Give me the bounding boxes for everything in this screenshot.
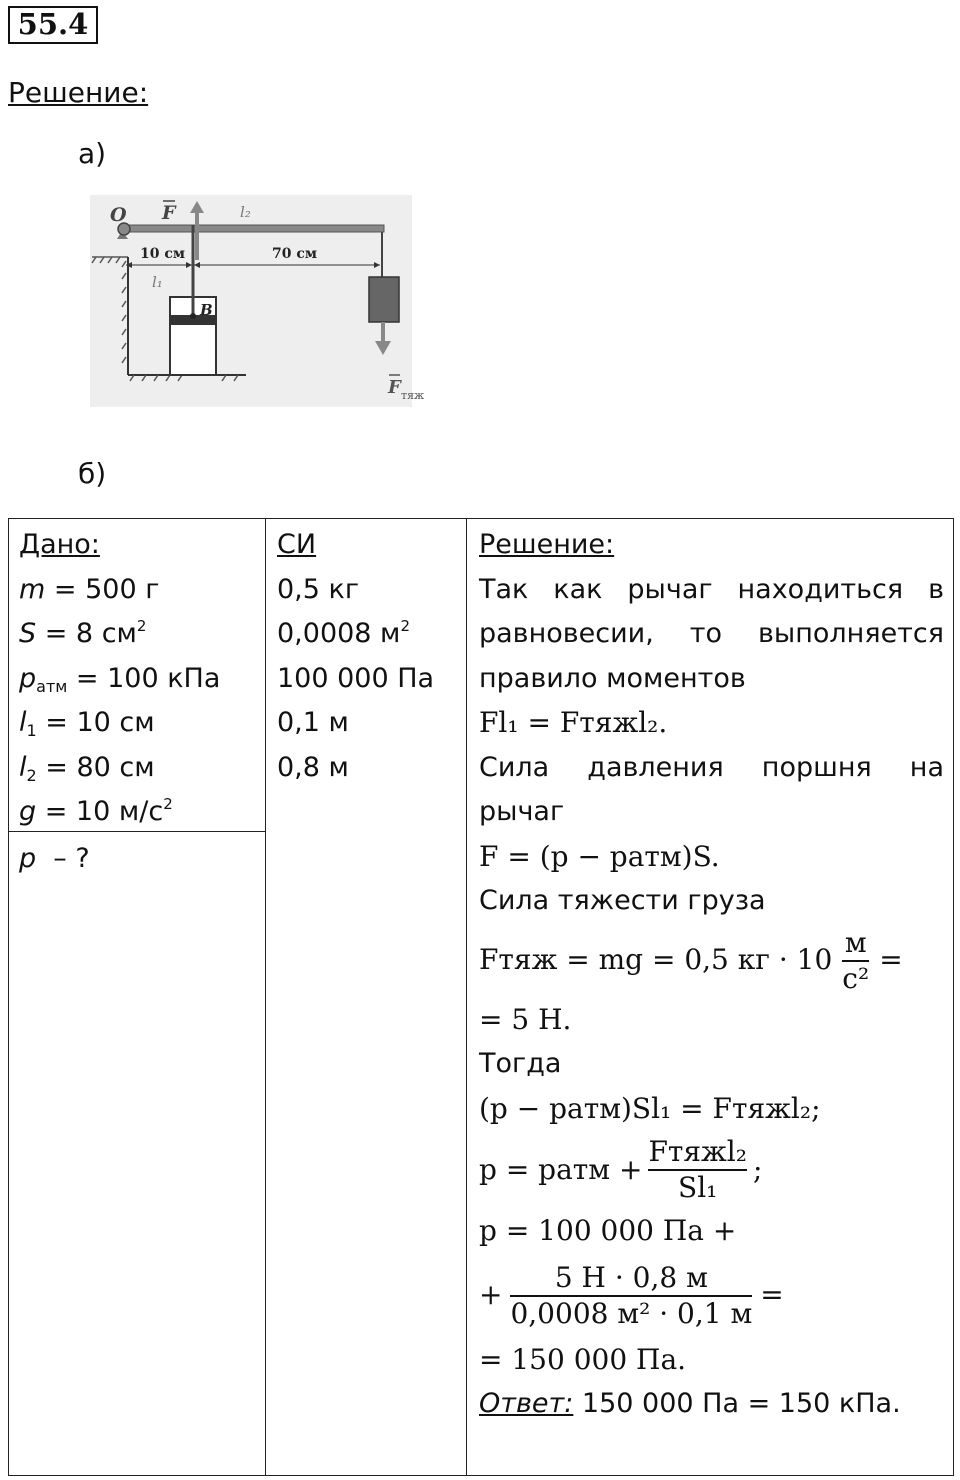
solution-heading-cell: Решение: bbox=[479, 529, 615, 560]
column-divider bbox=[466, 519, 467, 1475]
sym: g bbox=[19, 796, 37, 827]
given-heading: Дано: bbox=[19, 529, 100, 560]
denominator: с² bbox=[842, 961, 870, 995]
sym: m bbox=[19, 573, 46, 605]
label-B: B bbox=[200, 301, 213, 319]
si-value: 100 000 Па bbox=[277, 662, 435, 694]
value: = 100 кПа bbox=[67, 662, 221, 694]
value: = 8 см bbox=[36, 618, 137, 649]
denominator: Sl₁ bbox=[648, 1169, 747, 1205]
equation-p-formula bbox=[479, 1131, 944, 1209]
value-fraction bbox=[510, 1261, 752, 1331]
eq-left: Fтяж = mg = 0,5 кг · 10 bbox=[479, 943, 833, 977]
sym: p bbox=[19, 662, 37, 694]
sub: 1 bbox=[26, 721, 37, 740]
value: = 10 м/с bbox=[36, 796, 164, 827]
text-line: правило моментов bbox=[479, 662, 746, 694]
solution-heading: Решение: bbox=[8, 76, 149, 109]
label-Ftyazh-sub: тяж bbox=[401, 389, 425, 402]
text-line: Сила тяжести груза bbox=[479, 885, 766, 916]
sym: l bbox=[19, 707, 27, 738]
problem-number: 55.4 bbox=[8, 6, 98, 44]
solution-column bbox=[479, 523, 944, 1427]
label-l1: l₁ bbox=[152, 273, 163, 291]
value: = 500 г bbox=[45, 573, 160, 605]
unit-fraction bbox=[842, 926, 869, 996]
lever-figure bbox=[90, 195, 425, 407]
answer-line bbox=[479, 1382, 944, 1427]
value: = 10 см bbox=[36, 707, 155, 738]
equation-p-substitution: p = 100 000 Па + bbox=[479, 1214, 737, 1247]
text-line: Тогда bbox=[479, 1048, 562, 1079]
si-value: 0,5 кг bbox=[277, 573, 360, 605]
text-line: рычаг bbox=[479, 796, 565, 827]
part-a-label: а) bbox=[78, 137, 107, 170]
si-heading: СИ bbox=[277, 529, 317, 560]
si-value: 0,8 м bbox=[277, 751, 349, 783]
lever-bar bbox=[120, 225, 384, 232]
sub: 2 bbox=[26, 765, 37, 785]
equation-p-fraction bbox=[479, 1254, 944, 1338]
formula-fraction bbox=[648, 1135, 747, 1205]
si-value: 0,1 м bbox=[277, 707, 349, 738]
given-column bbox=[19, 523, 259, 835]
sym: p bbox=[19, 843, 37, 874]
numerator: 5 Н · 0,8 м bbox=[554, 1260, 708, 1294]
value: – ? bbox=[36, 843, 90, 874]
label-O: O bbox=[110, 204, 127, 226]
numerator: м bbox=[844, 925, 867, 959]
sym: S bbox=[19, 618, 37, 649]
text-line: Сила давления поршня на bbox=[479, 751, 944, 783]
given-l1 bbox=[19, 701, 259, 746]
answer-value: 150 000 Па = 150 кПа. bbox=[573, 1388, 901, 1419]
text-line: равновесии, то выполняется bbox=[479, 618, 944, 649]
equation-gravity bbox=[479, 924, 944, 998]
equation-result: = 150 000 Па. bbox=[479, 1342, 687, 1376]
given-S bbox=[19, 612, 259, 657]
given-l2 bbox=[19, 746, 259, 791]
part-b-label: б) bbox=[78, 457, 107, 490]
equation-balance: (p − pатм)Sl₁ = Fтяжl₂; bbox=[479, 1091, 821, 1125]
label-l2: l₂ bbox=[240, 203, 251, 221]
si-value-text: 0,0008 м bbox=[277, 618, 401, 649]
given-g bbox=[19, 790, 259, 835]
si-column bbox=[277, 523, 462, 790]
si-value bbox=[277, 612, 462, 657]
eq-left: + bbox=[479, 1278, 503, 1312]
label-10cm: 10 см bbox=[140, 246, 186, 262]
value: = 80 см bbox=[36, 751, 155, 783]
label-F: F bbox=[162, 202, 176, 224]
sup: 2 bbox=[163, 795, 173, 813]
answer-label: Ответ: bbox=[479, 1388, 574, 1419]
column-divider bbox=[265, 519, 266, 1475]
sup: 2 bbox=[136, 617, 147, 635]
find-cell bbox=[19, 837, 259, 882]
eq-left: p = pатм + bbox=[479, 1152, 643, 1186]
point-B bbox=[190, 313, 196, 319]
sub: атм bbox=[36, 676, 68, 696]
equation-gravity-result: = 5 Н. bbox=[479, 1002, 572, 1036]
sym: l bbox=[19, 751, 27, 783]
weight-block bbox=[369, 277, 399, 322]
equation-moments: Fl₁ = Fтяжl₂. bbox=[479, 706, 668, 739]
eq-right: = bbox=[879, 943, 903, 977]
sup: 2 bbox=[400, 617, 410, 635]
given-patm bbox=[19, 657, 259, 702]
label-Ftyazh: F bbox=[388, 377, 401, 398]
label-70cm: 70 см bbox=[272, 246, 318, 262]
numerator: Fтяжl₂ bbox=[648, 1135, 747, 1168]
given-m bbox=[19, 568, 259, 613]
solution-table bbox=[8, 518, 954, 1476]
eq-right: ; bbox=[752, 1152, 763, 1186]
find-p bbox=[19, 837, 259, 882]
equation-pressure-force: F = (p − pатм)S. bbox=[479, 839, 720, 873]
text-line: Так как рычаг находиться в bbox=[479, 573, 944, 605]
eq-right: = bbox=[760, 1278, 784, 1312]
denominator: 0,0008 м² · 0,1 м bbox=[510, 1296, 753, 1330]
